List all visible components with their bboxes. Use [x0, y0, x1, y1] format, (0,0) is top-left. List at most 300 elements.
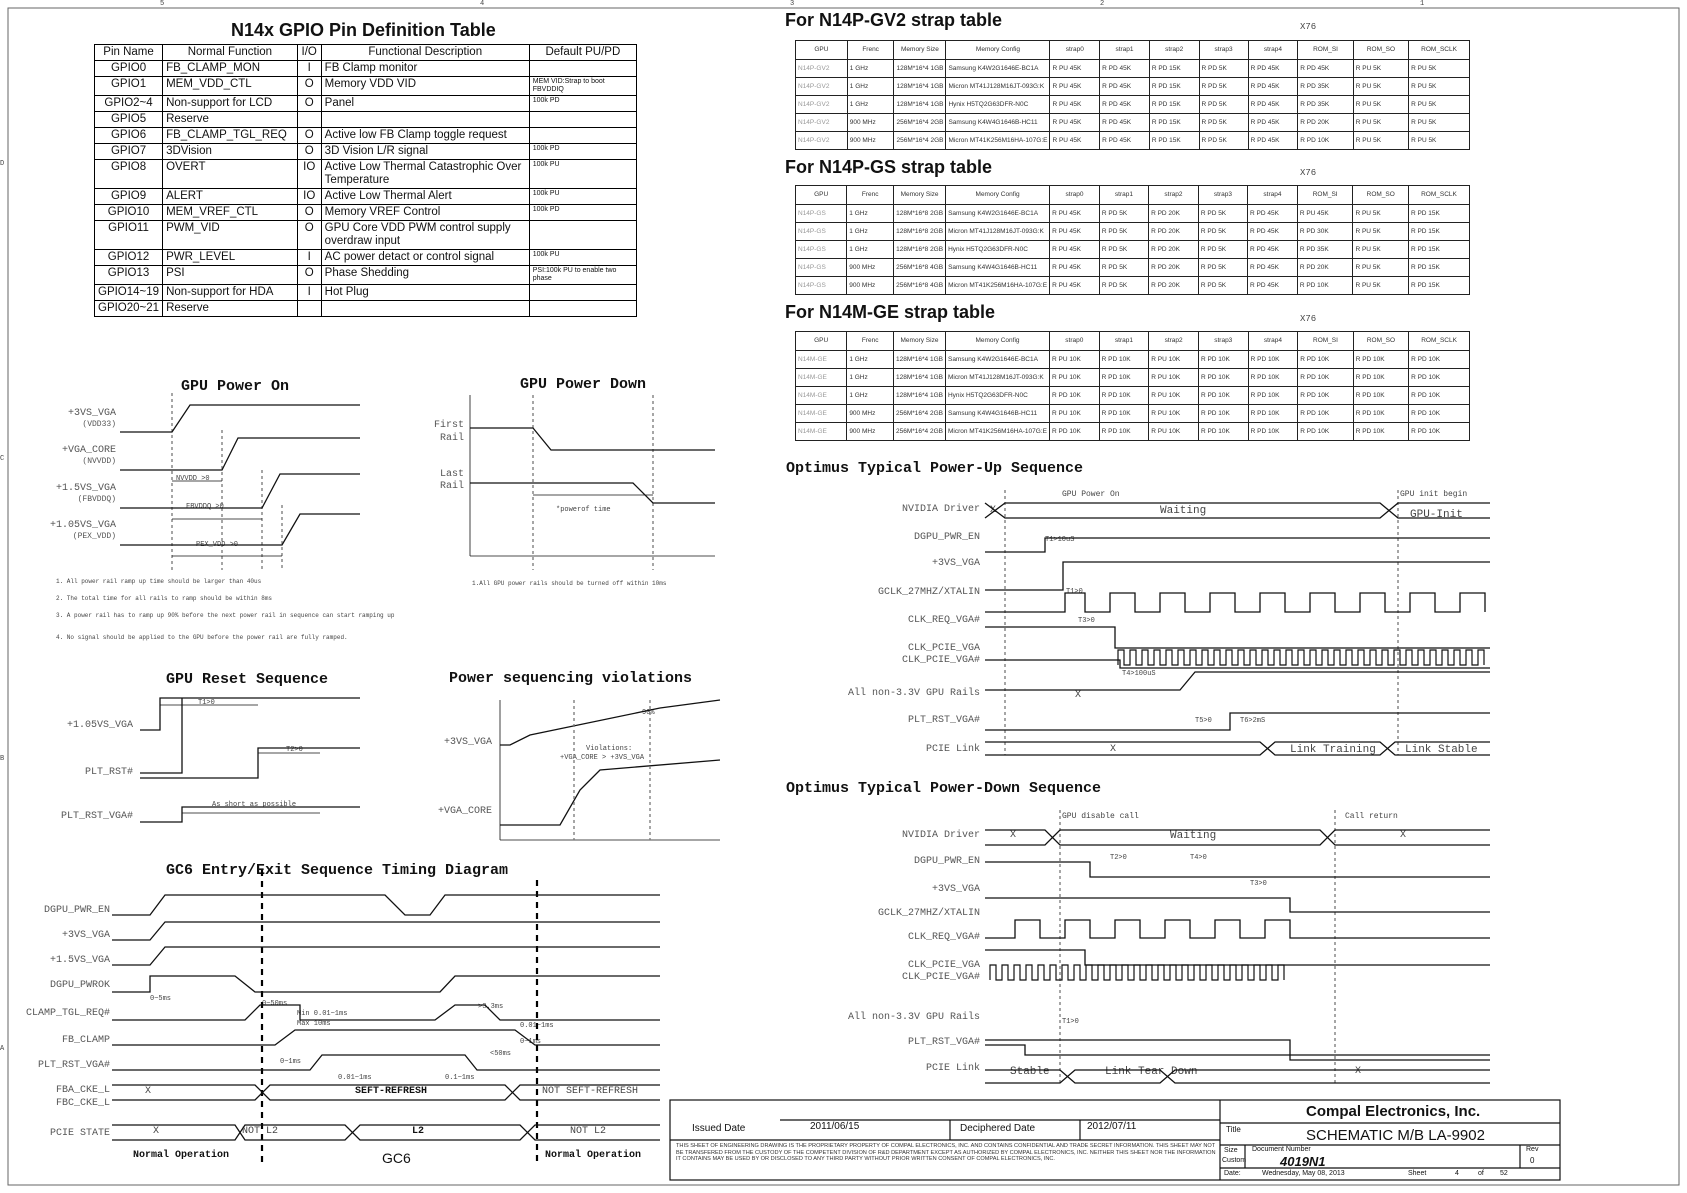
optimus-signal-label: CLK_REQ_VGA# [907, 932, 980, 943]
strap-cell: 900 MHz [847, 114, 894, 132]
gpio-cell: GPIO14~19 [95, 285, 163, 301]
strap-cell: Micron MT41K256M16HA-107G:E [945, 423, 1049, 441]
strap-cell: R PD 10K [1198, 423, 1248, 441]
strap-header: strap3 [1198, 332, 1248, 351]
strap-header: GPU [796, 186, 847, 205]
row-mark-d: D [0, 160, 5, 168]
strap-cell: R PD 5K [1198, 259, 1247, 277]
strap-header: strap3 [1198, 186, 1247, 205]
deciphered-date-label: Deciphered Date [960, 1123, 1036, 1134]
strap-header: ROM_SO [1353, 186, 1409, 205]
gpio-cell: ALERT [163, 189, 298, 205]
gpu-power-on-title: GPU Power On [181, 378, 290, 395]
strap-cell: R PU 5K [1409, 96, 1470, 114]
strap-cell: R PU 45K [1050, 114, 1100, 132]
signal-label: First [433, 420, 464, 431]
power-on-note: 1. All power rail ramp up time should be larger than 40us [56, 578, 262, 585]
optimus-signal-label: PCIE Link [925, 1063, 980, 1074]
strap-cell: R PD 15K [1408, 205, 1469, 223]
gc6-state-label: X [145, 1086, 152, 1097]
col-mark-3: 3 [790, 0, 795, 8]
strap-header: strap1 [1099, 332, 1149, 351]
gpio-cell: GPIO20~21 [95, 301, 163, 317]
strap-cell: R PU 45K [1050, 259, 1100, 277]
strap-cell: 1 GHz [847, 78, 894, 96]
strap-cell: R PD 5K [1099, 259, 1148, 277]
optimus-signal-label: GCLK_27MHZ/XTALIN [877, 908, 980, 919]
optimus-signal-label: All non-3.3V GPU Rails [847, 688, 980, 699]
strap-cell: R PU 10K [1149, 405, 1199, 423]
optimus-label: Waiting [1170, 830, 1217, 842]
optimus-signal-label: CLK_REQ_VGA# [907, 615, 980, 626]
violations-detail: +VGA_CORE > +3VS_VGA [560, 754, 645, 762]
strap-cell: R PD 10K [1409, 405, 1470, 423]
gc6-title: GC6 Entry/Exit Sequence Timing Diagram [166, 862, 509, 879]
gc6-timing-label: 0~50ms [262, 1000, 288, 1008]
power-on-note: 2. The total time for all rails to ramp should be within 8ms [56, 595, 273, 602]
strap-cell: Samsung K4W4G1646B-HC11 [946, 114, 1050, 132]
gpio-cell: PWR_LEVEL [163, 250, 298, 266]
strap-cell: R PD 5K [1198, 241, 1247, 259]
size-value: Custom [1222, 1157, 1247, 1164]
strap-cell: R PD 10K [1409, 351, 1470, 369]
ninety-percent-label: 90% [642, 709, 655, 717]
strap-cell: Micron MT41K256M16HA-107G:E [946, 277, 1050, 295]
strap-cell: R PD 20K [1297, 259, 1353, 277]
optimus-label: X [990, 505, 997, 516]
strap-header: strap0 [1050, 41, 1100, 60]
strap-cell: N14P-GV2 [796, 96, 848, 114]
strap-cell: R PD 45K [1248, 60, 1298, 78]
optimus-up-title: Optimus Typical Power-Up Sequence [786, 460, 1084, 477]
optimus-label: X [1400, 830, 1407, 841]
strap-cell: R PD 45K [1298, 60, 1353, 78]
strap-cell: R PD 10K [1409, 369, 1470, 387]
strap-cell: Micron MT41K256M16HA-107G:E [946, 132, 1050, 150]
strap-title-gv2: For N14P-GV2 strap table [785, 10, 1003, 30]
strap-cell: N14M-GE [796, 423, 847, 441]
strap-header: strap2 [1149, 186, 1199, 205]
strap-header: strap2 [1149, 41, 1199, 60]
strap-cell: R PD 45K [1100, 96, 1150, 114]
strap-header: Memory Config [946, 41, 1050, 60]
optimus-header: GPU init begin [1400, 490, 1468, 499]
strap-header: ROM_SI [1298, 41, 1353, 60]
strap-cell: 128M*16*4 1GB [894, 60, 946, 78]
strap-cell: Micron MT41J128M16JT-093G:K [946, 78, 1050, 96]
strap-cell: R PD 10K [1049, 387, 1099, 405]
strap-cell: R PD 45K [1248, 223, 1298, 241]
strap-cell: R PU 10K [1149, 351, 1199, 369]
gpio-cell: 100k PU [529, 250, 636, 266]
strap-cell: R PD 10K [1409, 387, 1470, 405]
disclaimer-text: THIS SHEET OF ENGINEERING DRAWING IS THE PROPRIETARY PROPERTY OF COMPAL ELECTRONICS, INC. AND CONTAINS CONFIDENTIAL AND TRADE SECRET INFORMATION. THIS SHEET MAY NOT BE TRANSFERED FROM THE CUSTODY OF THE COMPETENT DIVISION OF R&D DEPARTMENT EXCEPT AS AUTHORIZED BY COMPAL ELECTRONICS, INC. NEITHER THIS SHEET NOR THE INFORMATION IT CONTAINS MAY BE USED BY OR DISCLOSED TO ANY THIRD PARTY WITHOUT PRIOR WRITTEN CONSENT OF COMPAL ELECTRONICS, INC. [676, 1143, 1216, 1162]
strap-header: strap4 [1248, 186, 1298, 205]
strap-header: Frenc [847, 332, 894, 351]
gpio-cell: GPIO9 [95, 189, 163, 205]
signal-label: +3VS_VGA [443, 737, 492, 748]
strap-cell: R PU 5K [1353, 223, 1409, 241]
optimus-signal-label: CLK_PCIE_VGA [907, 960, 980, 971]
strap-header: strap2 [1149, 332, 1199, 351]
strap-tag-gs: X76 [1300, 168, 1317, 178]
strap-cell: R PD 45K [1248, 259, 1298, 277]
strap-cell: R PD 45K [1248, 78, 1298, 96]
gc6-state-label: NOT L2 [242, 1126, 279, 1137]
powerof-time-label: *powerof time [556, 506, 611, 514]
signal-label: +VGA_CORE [61, 445, 116, 456]
strap-header: ROM_SCLK [1408, 186, 1469, 205]
strap-cell: R PU 45K [1050, 132, 1100, 150]
optimus-signal-label: CLK_PCIE_VGA [907, 643, 980, 654]
gpio-cell: Phase Shedding [321, 266, 529, 285]
optimus-label: GPU-Init [1410, 509, 1463, 521]
strap-header: ROM_SCLK [1409, 332, 1470, 351]
strap-cell: R PD 10K [1099, 423, 1149, 441]
optimus-label: T4>0 [1190, 854, 1207, 862]
strap-cell: R PD 15K [1149, 132, 1199, 150]
gpio-cell: IO [297, 160, 321, 189]
strap-header: ROM_SI [1297, 186, 1353, 205]
strap-cell: Hynix H5TQ2G63DFR-N0C [945, 387, 1049, 405]
gpio-header: Functional Description [321, 45, 529, 61]
strap-cell: R PD 10K [1298, 387, 1353, 405]
strap-cell: N14P-GS [796, 223, 847, 241]
gpio-cell: MEM_VDD_CTL [163, 77, 298, 96]
strap-cell: N14P-GS [796, 205, 847, 223]
strap-title-ge: For N14M-GE strap table [785, 302, 996, 322]
strap-cell: 900 MHz [847, 277, 894, 295]
document-number: 4019N1 [1280, 1154, 1326, 1169]
strap-cell: R PU 45K [1050, 78, 1100, 96]
gc6-signal-label: FBA_CKE_L [55, 1085, 110, 1096]
gc6-signal-label: FBC_CKE_L [55, 1098, 110, 1109]
strap-header: Memory Size [894, 186, 946, 205]
gpio-header: Default PU/PD [529, 45, 636, 61]
strap-cell: R PU 5K [1409, 78, 1470, 96]
strap-cell: R PD 5K [1199, 114, 1248, 132]
gc6-signal-label: +3VS_VGA [61, 930, 110, 941]
optimus-signal-label: GCLK_27MHZ/XTALIN [877, 587, 980, 598]
gpu-reset-title: GPU Reset Sequence [166, 671, 329, 688]
schematic-title: SCHEMATIC M/B LA-9902 [1306, 1127, 1485, 1144]
strap-cell: R PD 45K [1100, 114, 1150, 132]
strap-cell: R PU 10K [1149, 369, 1199, 387]
strap-cell: R PU 5K [1353, 132, 1408, 150]
strap-cell: N14M-GE [796, 351, 847, 369]
gpio-cell: 100k PD [529, 96, 636, 112]
signal-label: Last [439, 469, 464, 480]
strap-cell: R PU 5K [1353, 259, 1409, 277]
strap-cell: R PD 15K [1408, 259, 1469, 277]
of-label: of [1478, 1170, 1484, 1177]
gc6-phase-label: Normal Operation [545, 1150, 642, 1161]
strap-cell: 128M*16*4 1GB [894, 387, 946, 405]
gpio-cell: 100k PD [529, 205, 636, 221]
gpio-cell: O [297, 205, 321, 221]
size-label: Size [1224, 1147, 1238, 1154]
strap-cell: N14M-GE [796, 387, 847, 405]
gc6-timing-label: <50ms [490, 1050, 512, 1058]
gc6-state-label: NOT L2 [570, 1126, 607, 1137]
power-violations-title: Power sequencing violations [449, 670, 693, 687]
strap-cell: R PD 10K [1198, 387, 1248, 405]
optimus-signal-label: +3VS_VGA [931, 558, 980, 569]
strap-cell: R PD 45K [1248, 277, 1298, 295]
strap-cell: 256M*16*4 2GB [894, 405, 946, 423]
strap-cell: R PD 15K [1149, 96, 1199, 114]
strap-cell: 1 GHz [847, 351, 894, 369]
strap-header: Memory Config [946, 186, 1050, 205]
strap-cell: R PU 10K [1049, 405, 1099, 423]
strap-cell: 128M*16*8 2GB [894, 205, 946, 223]
strap-title-gs: For N14P-GS strap table [785, 157, 993, 177]
optimus-signal-label: DGPU_PWR_EN [913, 856, 980, 867]
company-name: Compal Electronics, Inc. [1306, 1103, 1481, 1120]
strap-cell: R PD 10K [1353, 369, 1408, 387]
signal-label: (NVVDD) [82, 457, 116, 466]
col-mark-1: 1 [1420, 0, 1425, 8]
gpio-header: Pin Name [95, 45, 163, 61]
strap-cell: 1 GHz [847, 205, 894, 223]
gc6-signal-label: DGPU_PWR_EN [43, 905, 110, 916]
strap-cell: R PD 5K [1099, 241, 1148, 259]
total-sheets: 52 [1500, 1170, 1508, 1177]
strap-cell: 256M*16*4 2GB [894, 132, 946, 150]
col-mark-4: 4 [480, 0, 485, 8]
gc6-signal-label: PCIE STATE [49, 1128, 110, 1139]
gc6-phase-label: GC6 [382, 1150, 411, 1166]
gc6-state-label: SEFT-REFRESH [355, 1086, 428, 1097]
strap-cell: 900 MHz [847, 259, 894, 277]
gpio-cell: PWM_VID [163, 221, 298, 250]
signal-label: Rail [439, 481, 464, 492]
strap-cell: R PU 45K [1050, 241, 1100, 259]
gpio-cell: GPIO1 [95, 77, 163, 96]
strap-cell: R PD 5K [1198, 223, 1247, 241]
strap-cell: R PU 5K [1353, 78, 1408, 96]
strap-header: Memory Config [945, 332, 1049, 351]
strap-cell: R PU 45K [1050, 60, 1100, 78]
gc6-state-label: X [153, 1126, 160, 1137]
gc6-timing-label: 0.01~1ms [338, 1074, 372, 1082]
strap-cell: R PD 35K [1298, 78, 1353, 96]
strap-cell: R PU 45K [1050, 277, 1100, 295]
strap-cell: Samsung K4W2G1646E-BC1A [946, 205, 1050, 223]
gpio-cell: PSI:100k PU to enable two phase [529, 266, 636, 285]
power-on-note: 4. No signal should be applied to the GPU before the power rail are fully ramped. [56, 634, 348, 641]
gc6-signal-label: FB_CLAMP [61, 1035, 110, 1046]
gpio-cell: GPIO7 [95, 144, 163, 160]
strap-header: ROM_SO [1353, 332, 1408, 351]
strap-cell: R PD 10K [1099, 351, 1149, 369]
issued-date-label: Issued Date [692, 1123, 746, 1134]
signal-label: +3VS_VGA [67, 408, 116, 419]
gc6-signal-label: PLT_RST_VGA# [37, 1060, 110, 1071]
strap-cell: R PD 10K [1049, 423, 1099, 441]
gpio-cell: Memory VREF Control [321, 205, 529, 221]
strap-cell: R PD 5K [1199, 60, 1248, 78]
strap-cell: R PD 10K [1248, 387, 1298, 405]
gpio-cell: FB_CLAMP_TGL_REQ [163, 128, 298, 144]
optimus-label: T3>0 [1078, 617, 1095, 625]
strap-cell: R PD 10K [1298, 423, 1353, 441]
gpio-cell: 3DVision [163, 144, 298, 160]
gpio-cell: O [297, 77, 321, 96]
gpio-cell: Hot Plug [321, 285, 529, 301]
strap-cell: 128M*16*8 2GB [894, 223, 946, 241]
strap-header: strap1 [1099, 186, 1148, 205]
strap-cell: R PD 45K [1248, 241, 1298, 259]
violations-label: Violations: [586, 745, 633, 753]
issued-date-value: 2011/06/15 [810, 1121, 860, 1132]
strap-cell: 900 MHz [847, 132, 894, 150]
strap-cell: R PD 45K [1248, 132, 1298, 150]
strap-cell: N14P-GS [796, 241, 847, 259]
gpio-cell: GPU Core VDD PWM control supply overdraw input [321, 221, 529, 250]
gpio-cell: Non-support for HDA [163, 285, 298, 301]
gc6-phase-label: Normal Operation [133, 1150, 230, 1161]
gc6-state-label: NOT SEFT-REFRESH [542, 1086, 639, 1097]
gpio-cell: GPIO0 [95, 61, 163, 77]
gpio-cell: GPIO2~4 [95, 96, 163, 112]
strap-cell: R PD 10K [1298, 369, 1353, 387]
gpio-cell: PSI [163, 266, 298, 285]
row-mark-b: B [0, 755, 5, 763]
gpio-cell: MEM_VREF_CTL [163, 205, 298, 221]
gpio-cell: GPIO11 [95, 221, 163, 250]
strap-cell: 1 GHz [847, 60, 894, 78]
strap-cell: N14P-GV2 [796, 114, 848, 132]
strap-cell: R PD 10K [1298, 405, 1353, 423]
strap-cell: N14P-GS [796, 277, 847, 295]
strap-header: ROM_SO [1353, 41, 1408, 60]
strap-cell: R PD 10K [1353, 423, 1408, 441]
strap-header: strap4 [1248, 41, 1298, 60]
strap-cell: 128M*16*4 1GB [894, 96, 946, 114]
optimus-signal-label: +3VS_VGA [931, 884, 980, 895]
optimus-signal-label: CLK_PCIE_VGA# [901, 655, 980, 666]
strap-cell: 128M*16*4 1GB [894, 369, 946, 387]
strap-cell: R PD 20K [1149, 241, 1199, 259]
optimus-label: T4>100uS [1122, 670, 1156, 678]
strap-cell: R PD 15K [1149, 60, 1199, 78]
strap-header: GPU [796, 332, 847, 351]
optimus-label: T1>0 [1062, 1018, 1079, 1026]
rev-label: Rev [1526, 1146, 1539, 1153]
date-value: Wednesday, May 08, 2013 [1262, 1170, 1345, 1177]
optimus-label: T1>0 [1066, 588, 1083, 596]
timing-label: T2>0 [286, 746, 303, 754]
optimus-label: X [1110, 744, 1117, 755]
strap-cell: R PD 15K [1408, 277, 1469, 295]
strap-cell: R PD 5K [1199, 96, 1248, 114]
strap-cell: N14P-GV2 [796, 60, 848, 78]
strap-cell: R PD 5K [1198, 277, 1247, 295]
optimus-label: T2>0 [1110, 854, 1127, 862]
strap-cell: R PD 45K [1100, 132, 1150, 150]
signal-label: +VGA_CORE [437, 806, 492, 817]
strap-cell: 1 GHz [847, 223, 894, 241]
strap-cell: R PU 45K [1050, 96, 1100, 114]
gc6-timing-label: 0.1~1ms [445, 1074, 475, 1082]
optimus-label: T1>10uS [1045, 536, 1075, 544]
optimus-label: X [1010, 830, 1017, 841]
strap-cell: R PD 5K [1199, 78, 1248, 96]
strap-cell: R PD 10K [1409, 423, 1470, 441]
strap-cell: N14P-GV2 [796, 132, 848, 150]
gpio-cell: 100k PU [529, 160, 636, 189]
gc6-timing-label: Max 10ms [297, 1020, 331, 1028]
strap-cell: 1 GHz [847, 96, 894, 114]
gpio-cell: GPIO8 [95, 160, 163, 189]
optimus-down-title: Optimus Typical Power-Down Sequence [786, 780, 1102, 797]
gc6-timing-label: 0.01~1ms [520, 1022, 554, 1030]
strap-header: strap0 [1049, 332, 1099, 351]
optimus-label: Link Tear Down [1105, 1066, 1198, 1078]
strap-cell: R PD 10K [1198, 369, 1248, 387]
strap-cell: R PU 5K [1409, 132, 1470, 150]
strap-cell: Hynix H5TQ2G63DFR-N0C [946, 96, 1050, 114]
strap-cell: R PU 10K [1049, 369, 1099, 387]
strap-cell: N14M-GE [796, 405, 847, 423]
strap-cell: R PD 10K [1353, 405, 1408, 423]
strap-cell: Samsung K4W4G1646B-HC11 [945, 405, 1049, 423]
strap-cell: 900 MHz [847, 423, 894, 441]
strap-cell: R PD 20K [1149, 223, 1199, 241]
timing-label: T1>0 [198, 699, 215, 707]
strap-cell: R PD 15K [1149, 78, 1199, 96]
gpio-cell: AC power detact or control signal [321, 250, 529, 266]
strap-header: Memory Size [894, 41, 946, 60]
strap-cell: R PU 5K [1353, 96, 1408, 114]
strap-cell: R PD 15K [1408, 223, 1469, 241]
gpio-cell: I [297, 61, 321, 77]
strap-header: strap0 [1050, 186, 1100, 205]
strap-cell: N14M-GE [796, 369, 847, 387]
gpio-cell: Panel [321, 96, 529, 112]
strap-cell: R PD 10K [1248, 351, 1298, 369]
optimus-label: T5>0 [1195, 717, 1212, 725]
gpio-cell: GPIO6 [95, 128, 163, 144]
signal-label: (FBVDDQ) [77, 495, 116, 504]
optimus-label: Link Stable [1405, 744, 1478, 756]
strap-cell: R PD 10K [1099, 405, 1149, 423]
strap-cell: R PU 5K [1409, 114, 1470, 132]
strap-cell: R PU 5K [1353, 241, 1409, 259]
optimus-label: T6>2mS [1240, 717, 1266, 725]
gpio-cell: IO [297, 189, 321, 205]
gpio-cell: 3D Vision L/R signal [321, 144, 529, 160]
optimus-label: X [1075, 690, 1082, 701]
gpio-table-title: N14x GPIO Pin Definition Table [231, 20, 496, 40]
optimus-signal-label: CLK_PCIE_VGA# [901, 972, 980, 983]
strap-cell: Micron MT41J128M16JT-093G:K [945, 369, 1049, 387]
optimus-signal-label: NVIDIA Driver [901, 830, 980, 841]
strap-cell: R PD 10K [1099, 387, 1149, 405]
strap-cell: R PD 20K [1298, 114, 1353, 132]
strap-cell: Samsung K4W4G1646B-HC11 [946, 259, 1050, 277]
strap-header: strap1 [1100, 41, 1150, 60]
timing-label: FBVDDQ >0 [186, 503, 224, 511]
optimus-label: Stable [1010, 1066, 1050, 1078]
document-number-label: Document Number [1252, 1146, 1311, 1153]
strap-cell: R PD 35K [1298, 96, 1353, 114]
signal-label: (VDD33) [82, 420, 116, 429]
strap-header: ROM_SCLK [1409, 41, 1470, 60]
strap-tag-ge: X76 [1300, 314, 1317, 324]
gc6-timing-label: 0~1ms [280, 1058, 302, 1066]
